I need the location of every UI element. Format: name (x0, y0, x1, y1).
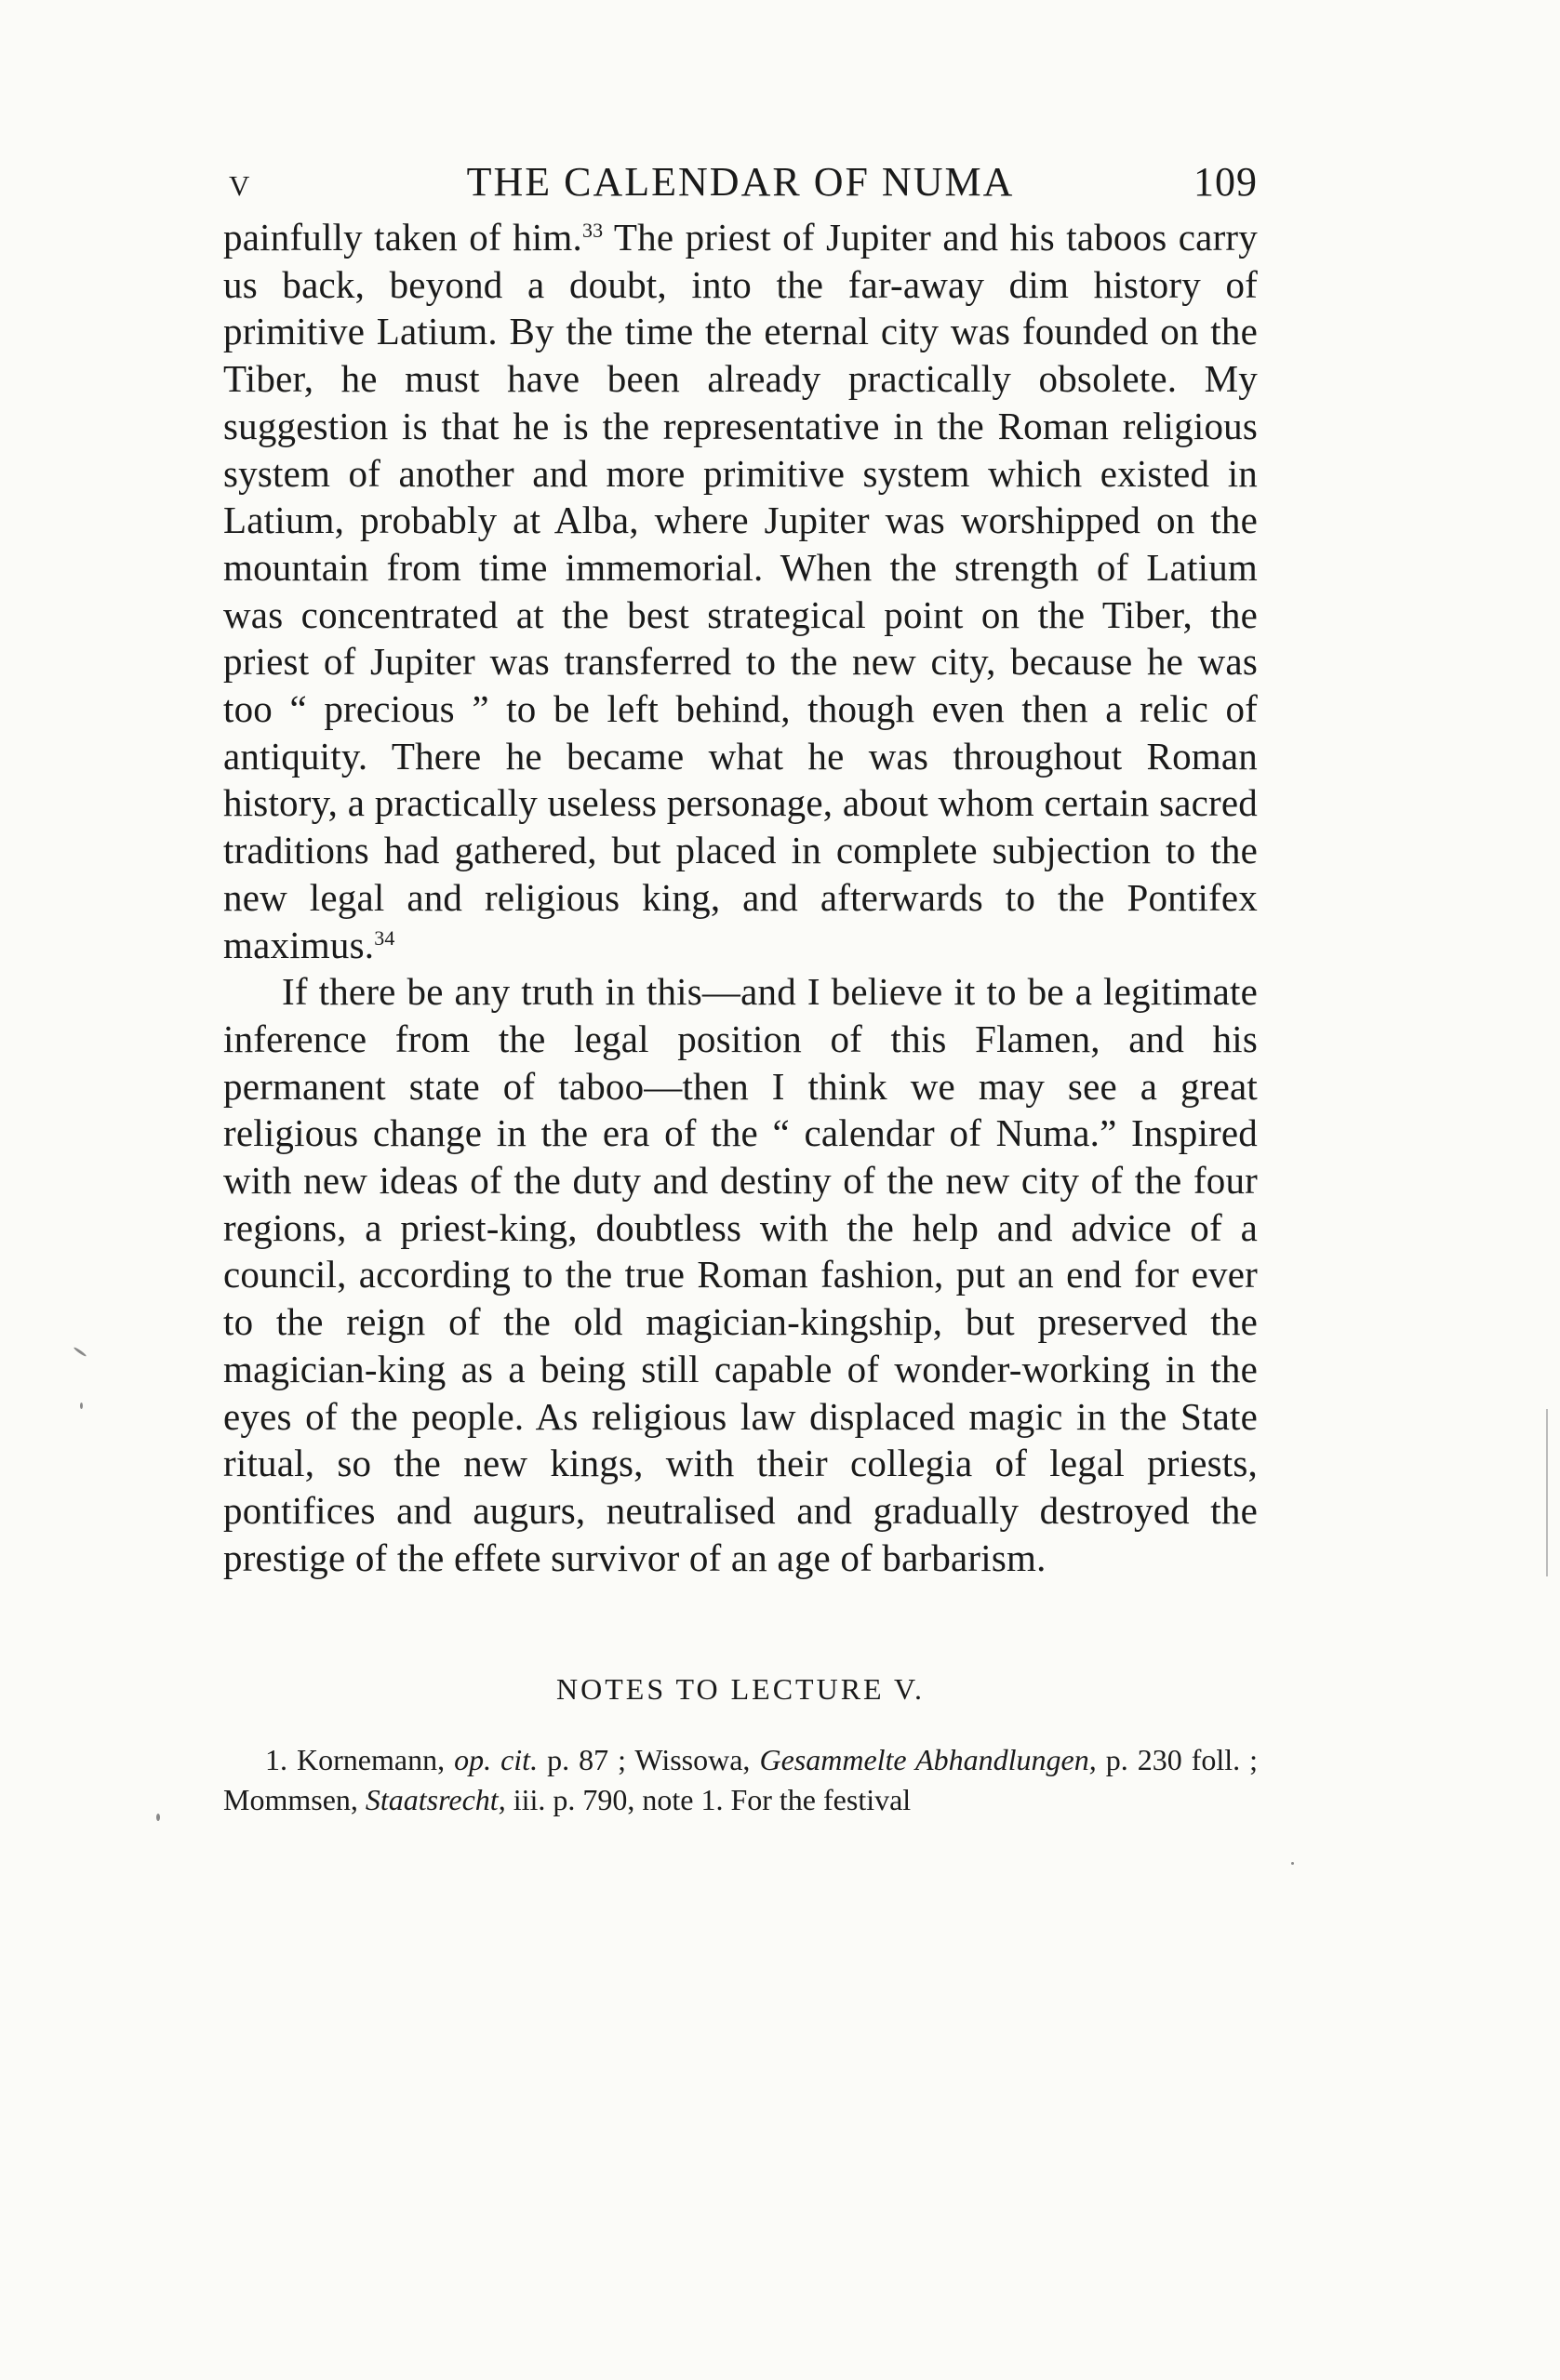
page-number: 109 (1193, 159, 1258, 205)
notes-heading: NOTES TO LECTURE V. (556, 1672, 925, 1707)
note-1-part: p. 230 foll. ; Mommsen, (223, 1743, 1259, 1817)
scan-speck (73, 1347, 87, 1358)
note-1-citation: op. cit. (454, 1743, 539, 1777)
running-head (223, 158, 1258, 214)
paragraph-2: If there be any truth in this—and I believe it to be a legitimate inference from the legal position of this Flamen, and his permanent state of taboo—then I think we may see a great religious change in the era of the “ calendar of Numa.” Inspired with new ideas of the duty and destiny of the new city of the four regions, a priest-king, doubtless with the help and advice of a council, according to the true Roman fashion, put an end for ever to the reign of the old magician-kingship, but preserved the magician-king as a being still capable of wonder-working in the eyes of the people. As religious law displaced magic in the State ritual, so the new kings, with their collegia of legal priests, pontifices and augurs, neutralised and gradually destroyed the prestige of the effete survivor of an age of barbarism. (223, 970, 1258, 1579)
section-number: v (229, 159, 250, 205)
note-1 (223, 1740, 1258, 1820)
note-ref-34: 34 (374, 925, 395, 950)
note-1-part: iii. p. 790, note 1. For the festival (505, 1783, 912, 1817)
note-1-part: 1. Kornemann, (265, 1743, 455, 1777)
page-content (223, 158, 1258, 1820)
paragraph-1 (223, 214, 1258, 968)
body-text (223, 214, 1258, 1581)
note-ref-33: 33 (581, 219, 604, 242)
scan-speck (80, 1403, 83, 1409)
paragraph-1-text-b: The priest of Jupiter and his taboos carry us back, beyond a doubt, into the far-away dim history of primitive Latium. By the time the eternal city was founded on the Tiber, he must have been already practically obsolete. My suggestion is that he is the representative in the Roman religious system of another and more primitive system which existed in Latium, probably at Alba, where Jupiter was worshipped on the mountain from time immemorial. When the strength of Latium was concentrated at the best strategical point on the Tiber, the priest of Jupiter was transferred to the new city, because he was too “ precious ” to be left behind, though even then a relic of antiquity. There he became what he was throughout Roman history, a practically useless personage, about whom certain sacred traditions had gathered, but placed in complete subjection to the new legal and religious king, and afterwards to the Pontifex maximus. (223, 216, 1258, 966)
paragraph-1-text-a: painfully taken of him. (223, 216, 582, 259)
note-1-part: p. 87 ; Wissowa, (538, 1743, 760, 1777)
note-1-title: Staatsrecht, (365, 1783, 506, 1817)
note-1-title: Gesammelte Abhandlungen, (759, 1743, 1097, 1777)
running-title: THE CALENDAR OF NUMA (466, 159, 1015, 205)
scan-speck (156, 1814, 160, 1821)
scan-speck (1546, 1409, 1548, 1576)
scan-speck (1291, 1862, 1294, 1865)
